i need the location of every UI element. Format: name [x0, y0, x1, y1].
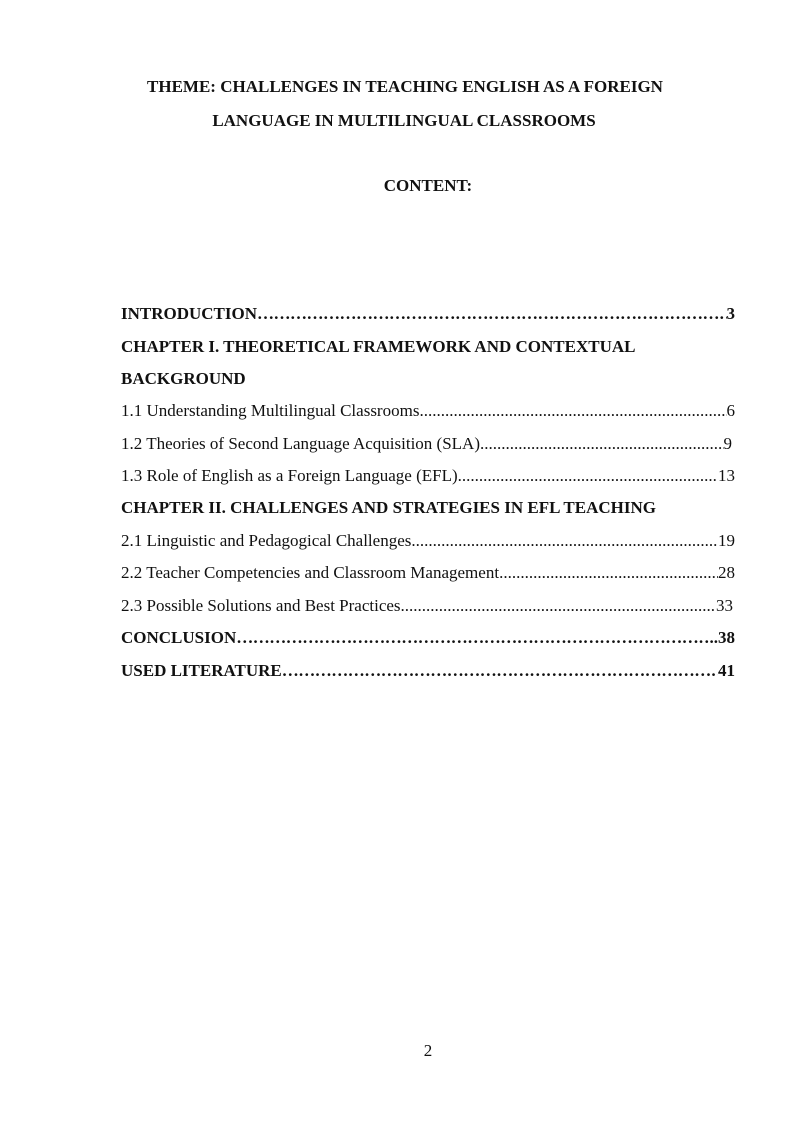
toc-leader-dots [401, 596, 716, 616]
toc-leader-dots [411, 531, 718, 551]
toc-entry-introduction [121, 304, 735, 324]
toc-leader-dots [499, 563, 718, 583]
toc-page-number: 33 [716, 596, 733, 615]
toc-page-number: 3 [726, 304, 735, 323]
toc-leader-dots [257, 304, 726, 324]
toc-label: 2.3 Possible Solutions and Best Practices [121, 596, 401, 615]
toc-leader-dots [458, 466, 718, 486]
toc-label: INTRODUCTION [121, 304, 258, 323]
toc-entry-1-3 [121, 466, 735, 486]
toc-entry-1-1 [121, 401, 735, 421]
toc-label: CONCLUSION [121, 628, 237, 647]
toc-chapter-1-line-2: BACKGROUND [121, 369, 246, 388]
toc-label: 2.2 Teacher Competencies and Classroom Management [121, 563, 500, 582]
toc-leader-dots [236, 628, 709, 648]
theme-title-line-2: LANGUAGE IN MULTILINGUAL CLASSROOMS [212, 111, 596, 130]
toc-entry-2-1 [121, 531, 735, 551]
toc-page-number: 28 [718, 563, 735, 582]
toc-entry-used-literature [121, 661, 735, 681]
toc-entry-2-2 [121, 563, 735, 583]
toc-leader-dots [480, 434, 724, 454]
toc-page-number: 9 [723, 434, 732, 453]
page-number: 2 [423, 1041, 433, 1060]
toc-leader-dots [282, 661, 718, 681]
toc-page-number: 41 [718, 661, 735, 680]
toc-page-number: 13 [718, 466, 735, 485]
toc-entry-1-2 [121, 434, 732, 454]
toc-entry-conclusion [121, 628, 735, 648]
toc-leader-dots [419, 401, 726, 421]
toc-chapter-1-line-1: CHAPTER I. THEORETICAL FRAMEWORK AND CONTEXTUAL [121, 337, 636, 356]
toc-label: 2.1 Linguistic and Pedagogical Challenges [121, 531, 412, 550]
toc-page-number: 6 [726, 401, 735, 420]
toc-page-number: 19 [718, 531, 735, 550]
toc-label: 1.3 Role of English as a Foreign Language (EFL) [121, 466, 458, 485]
toc-chapter-2: CHAPTER II. CHALLENGES AND STRATEGIES IN EFL TEACHING [121, 498, 657, 517]
toc-label: USED LITERATURE [121, 661, 282, 680]
toc-entry-2-3 [121, 596, 733, 616]
toc-label: 1.2 Theories of Second Language Acquisition (SLA) [121, 434, 480, 453]
toc-label: 1.1 Understanding Multilingual Classrooms [121, 401, 420, 420]
content-heading: CONTENT: [383, 176, 473, 195]
toc-page-number: ..38 [709, 628, 735, 647]
theme-title-line-1: THEME: CHALLENGES IN TEACHING ENGLISH AS A FOREIGN [147, 77, 663, 96]
